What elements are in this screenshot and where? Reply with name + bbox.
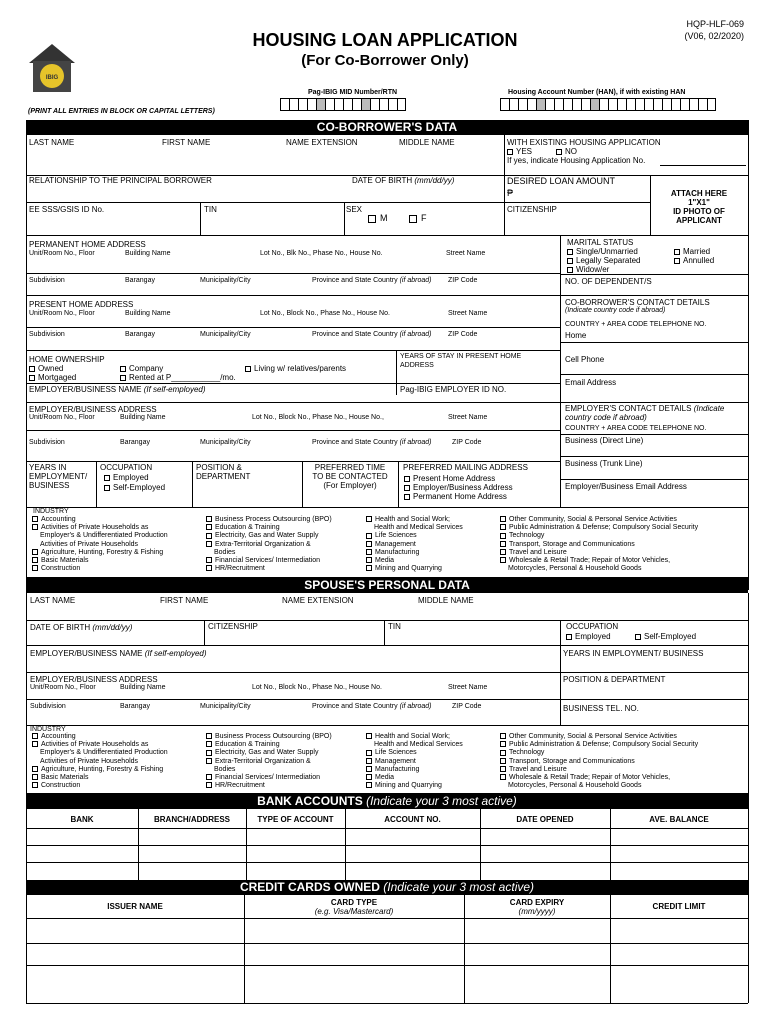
- cb-industry-item[interactable]: Basic Materials: [32, 557, 88, 565]
- relationship-label: RELATIONSHIP TO THE PRINCIPAL BORROWER: [29, 176, 212, 185]
- sp-industry-item[interactable]: Financial Services/ Intermediation: [206, 774, 320, 782]
- perm-province-label: Province and State Country (if abroad): [312, 277, 432, 284]
- checkbox-icon: [206, 782, 212, 788]
- sp-province-label: Province and State Country (if abroad): [312, 703, 432, 710]
- cb-industry-item: Health and Medical Services: [374, 524, 463, 532]
- co-borrower-section-header: CO-BORROWER'S DATA: [26, 120, 748, 135]
- perm-unit-label: Unit/Room No., Floor: [29, 250, 95, 257]
- sp-industry-item[interactable]: Basic Materials: [32, 774, 88, 782]
- checkbox-icon: [206, 533, 212, 539]
- pres-street-label: Street Name: [448, 310, 488, 317]
- contact-details-label: CO-BORROWER'S CONTACT DETAILS: [565, 298, 710, 307]
- mail-present-home-checkbox[interactable]: Present Home Address: [404, 474, 495, 483]
- emp-lot-label: Lot No., Block No., Phase No., House No.,: [252, 414, 384, 421]
- no-label: NO: [565, 147, 577, 156]
- position-label-2: DEPARTMENT: [196, 472, 251, 481]
- owned-checkbox[interactable]: Owned: [29, 364, 63, 373]
- dependents-label: NO. OF DEPENDENT/S: [565, 277, 652, 286]
- first-name-label: FIRST NAME: [162, 138, 211, 147]
- emp-building-label: Building Name: [120, 414, 166, 421]
- peso-sign: ₱: [507, 188, 514, 198]
- sp-industry-item[interactable]: Life Sciences: [366, 749, 417, 757]
- checkbox-icon: [500, 533, 506, 539]
- single-checkbox[interactable]: Single/Unmarried: [567, 247, 638, 256]
- pres-province-label: Province and State Country (if abroad): [312, 331, 432, 338]
- perm-lot-label: Lot No., Blk No., Phase No., House No.: [260, 250, 383, 257]
- checkbox-icon: [366, 565, 372, 571]
- checkbox-icon: [500, 758, 506, 764]
- checkbox-icon: [206, 750, 212, 756]
- credit-section-header: CREDIT CARDS OWNED (Indicate your 3 most active): [26, 880, 748, 895]
- mail-employer-checkbox[interactable]: Employer/Business Address: [404, 483, 513, 492]
- business-direct-label: Business (Direct Line): [565, 436, 644, 445]
- svg-text:IBIG: IBIG: [45, 75, 59, 81]
- perm-building-label: Building Name: [125, 250, 171, 257]
- sp-first-name-label: FIRST NAME: [160, 596, 209, 605]
- perm-municipality-label: Municipality/City: [200, 277, 251, 284]
- pres-building-label: Building Name: [125, 310, 171, 317]
- cb-industry-item[interactable]: HR/Recruitment: [206, 565, 265, 573]
- checkbox-icon: [32, 766, 38, 772]
- checkbox-icon: [32, 741, 38, 747]
- credit-limit-header: CREDIT LIMIT: [652, 902, 706, 911]
- cb-industry-item[interactable]: Business Process Outsourcing (BPO): [206, 516, 332, 524]
- male-label: M: [380, 213, 388, 223]
- form-title: HOUSING LOAN APPLICATION: [252, 30, 518, 50]
- pref-time-label-1: PREFERRED TIME: [314, 463, 386, 472]
- form-code: HQP-HLF-069: [686, 19, 744, 29]
- sp-subdivision-label: Subdivision: [30, 703, 66, 710]
- cb-industry-item[interactable]: Education & Training: [206, 524, 280, 532]
- checkbox-icon: [206, 524, 212, 530]
- bank-header-3: ACCOUNT NO.: [384, 815, 441, 824]
- cb-industry-item[interactable]: Accounting: [32, 516, 76, 524]
- sp-industry-item[interactable]: Accounting: [32, 733, 76, 741]
- mail-permanent-checkbox[interactable]: Permanent Home Address: [404, 492, 507, 501]
- pref-mailing-label: PREFERRED MAILING ADDRESS: [403, 463, 528, 472]
- sp-municipality-label: Municipality/City: [200, 703, 251, 710]
- occupation-label: OCCUPATION: [100, 463, 153, 472]
- checkbox-icon: [206, 541, 212, 547]
- emp-province-label: Province and State Country (if abroad): [312, 439, 432, 446]
- checkbox-icon: [32, 733, 38, 739]
- cb-industry-item[interactable]: Management: [366, 541, 416, 549]
- checkbox-icon: [366, 549, 372, 555]
- pres-subdivision-label: Subdivision: [29, 331, 65, 338]
- attach-photo-4: APPLICANT: [676, 216, 722, 225]
- emp-street-label: Street Name: [448, 414, 488, 421]
- if-yes-label: If yes, indicate Housing Application No.: [507, 156, 646, 165]
- contact-note: (Indicate country code if abroad): [565, 307, 666, 314]
- bank-section-header: BANK ACCOUNTS (Indicate your 3 most active): [26, 793, 748, 809]
- checkbox-icon: [32, 549, 38, 555]
- sp-industry-item[interactable]: Media: [366, 774, 394, 782]
- employer-name-label: EMPLOYER/BUSINESS NAME (If self-employed): [29, 385, 206, 394]
- sp-citizenship-label: CITIZENSHIP: [208, 622, 258, 631]
- sex-female-checkbox[interactable]: [409, 213, 427, 223]
- sp-last-name-label: LAST NAME: [30, 596, 76, 605]
- checkbox-icon: [32, 516, 38, 522]
- sp-industry-item[interactable]: Business Process Outsourcing (BPO): [206, 733, 332, 741]
- sp-industry-item[interactable]: Manufacturing: [366, 766, 419, 774]
- cb-industry-label: INDUSTRY: [33, 508, 69, 515]
- checkbox-icon: [366, 733, 372, 739]
- last-name-label: LAST NAME: [29, 138, 75, 147]
- sp-industry-item: Motorcycles, Personal & Household Goods: [508, 782, 642, 790]
- card-expiry-header: CARD EXPIRY: [509, 898, 565, 907]
- home-phone-label: Home: [565, 331, 587, 340]
- female-label: F: [421, 213, 427, 223]
- widow-checkbox[interactable]: Widow/er: [567, 265, 609, 274]
- middle-name-label: MIDDLE NAME: [399, 138, 455, 147]
- bank-header-0: BANK: [70, 815, 94, 824]
- sp-industry-item[interactable]: Transport, Storage and Communications: [500, 758, 635, 766]
- attach-photo-1: ATTACH HERE: [670, 189, 728, 198]
- sp-industry-item[interactable]: Management: [366, 758, 416, 766]
- checkbox-icon: [366, 750, 372, 756]
- checkbox-icon: [366, 782, 372, 788]
- sp-zip-label: ZIP Code: [452, 703, 482, 710]
- perm-zip-label: ZIP Code: [448, 277, 478, 284]
- married-checkbox[interactable]: Married: [674, 247, 710, 256]
- name-ext-label: NAME EXTENSION: [286, 138, 358, 147]
- card-expiry-format: (mm/yyyy): [518, 907, 556, 916]
- card-type-header: CARD TYPE: [330, 898, 378, 907]
- checkbox-icon: [32, 557, 38, 563]
- checkbox-icon: [206, 741, 212, 747]
- sp-employer-name-label: EMPLOYER/BUSINESS NAME (If self-employed): [30, 649, 207, 658]
- checkbox-icon: [500, 557, 506, 563]
- checkbox-icon: [206, 565, 212, 571]
- sp-industry-item: Health and Medical Services: [374, 741, 463, 749]
- pref-time-label-3: (For Employer): [323, 481, 377, 490]
- checkbox-icon: [500, 524, 506, 530]
- emp-barangay-label: Barangay: [120, 439, 150, 446]
- bank-header-5: AVE. BALANCE: [649, 815, 709, 824]
- mid-label: Pag-IBIG MID Number/RTN: [308, 89, 398, 96]
- rented-checkbox[interactable]: Rented at P___________/mo.: [120, 373, 236, 382]
- annulled-checkbox[interactable]: Annulled: [674, 256, 714, 265]
- cb-employed-checkbox[interactable]: Employed: [104, 473, 149, 482]
- cb-industry-item[interactable]: Mining and Quarrying: [366, 565, 442, 573]
- sp-business-tel-label: BUSINESS TEL. NO.: [563, 704, 639, 713]
- sp-name-ext-label: NAME EXTENSION: [282, 596, 354, 605]
- checkbox-icon: [32, 565, 38, 571]
- sp-industry-label: INDUSTRY: [30, 726, 66, 733]
- perm-barangay-label: Barangay: [125, 277, 155, 284]
- han-number-boxes[interactable]: [500, 98, 716, 111]
- cb-self-employed-checkbox[interactable]: Self-Employed: [104, 483, 165, 492]
- employer-contact-note: country code if abroad): [565, 413, 647, 422]
- dob-label: DATE OF BIRTH (mm/dd/yy): [352, 176, 455, 185]
- checkbox-icon: [32, 774, 38, 780]
- cb-industry-item[interactable]: Media: [366, 557, 394, 565]
- emp-municipality-label: Municipality/City: [200, 439, 251, 446]
- checkbox-icon: [206, 516, 212, 522]
- emp-zip-label: ZIP Code: [452, 439, 482, 446]
- existing-yes-checkbox[interactable]: [507, 147, 532, 156]
- cb-industry-item[interactable]: Transport, Storage and Communications: [500, 541, 635, 549]
- home-ownership-label: HOME OWNERSHIP: [29, 355, 105, 364]
- sp-barangay-label: Barangay: [120, 703, 150, 710]
- position-label-1: POSITION &: [196, 463, 242, 472]
- checkbox-icon: [206, 758, 212, 764]
- cb-industry-item[interactable]: Construction: [32, 565, 80, 573]
- checkbox-icon: [500, 549, 506, 555]
- pres-municipality-label: Municipality/City: [200, 331, 251, 338]
- checkbox-icon: [500, 741, 506, 747]
- sp-employer-address-label: EMPLOYER/BUSINESS ADDRESS: [30, 675, 158, 684]
- perm-address-label: PERMANENT HOME ADDRESS: [29, 240, 146, 249]
- han-label: Housing Account Number (HAN), if with existing HAN: [508, 89, 686, 96]
- cb-industry-item[interactable]: Activities of Private Households as: [32, 524, 148, 532]
- checkbox-icon: [366, 774, 372, 780]
- form-subtitle: (For Co-Borrower Only): [301, 52, 469, 69]
- print-instruction: (PRINT ALL ENTRIES IN BLOCK OR CAPITAL LETTERS): [28, 108, 215, 115]
- sp-industry-item[interactable]: HR/Recruitment: [206, 782, 265, 790]
- checkbox-icon: [500, 750, 506, 756]
- sp-industry-item[interactable]: Electricity, Gas and Water Supply: [206, 749, 318, 757]
- tin-label: TIN: [204, 205, 217, 214]
- sp-industry-item[interactable]: Construction: [32, 782, 80, 790]
- cb-industry-item[interactable]: Financial Services/ Intermediation: [206, 557, 320, 565]
- emp-subdivision-label: Subdivision: [29, 439, 65, 446]
- bank-header-4: DATE OPENED: [516, 815, 574, 824]
- checkbox-icon: [366, 516, 372, 522]
- sp-lot-label: Lot No., Block No., Phase No., House No.: [252, 684, 382, 691]
- sp-industry-item: Activities of Private Households: [40, 757, 139, 765]
- cb-industry-item: Motorcycles, Personal & Household Goods: [508, 565, 642, 573]
- desired-loan-label: DESIRED LOAN AMOUNT: [507, 176, 616, 186]
- ee-sss-label: EE SSS/GSIS ID No.: [29, 205, 105, 214]
- sp-industry-item[interactable]: Technology: [500, 749, 544, 757]
- form-version: (V06, 02/2020): [684, 31, 744, 41]
- checkbox-icon: [366, 766, 372, 772]
- sp-industry-item[interactable]: Agriculture, Hunting, Forestry & Fishing: [32, 766, 163, 774]
- sp-industry-item[interactable]: Mining and Quarrying: [366, 782, 442, 790]
- pres-zip-label: ZIP Code: [448, 331, 478, 338]
- cb-industry-item[interactable]: Agriculture, Hunting, Forestry & Fishing: [32, 549, 163, 557]
- living-relatives-checkbox[interactable]: Living w/ relatives/parents: [245, 364, 346, 373]
- bank-header-2: TYPE OF ACCOUNT: [257, 815, 334, 824]
- years-stay-label-2: ADDRESS: [400, 362, 434, 369]
- perm-street-label: Street Name: [446, 250, 486, 257]
- pres-barangay-label: Barangay: [125, 331, 155, 338]
- cb-industry-item: Bodies: [214, 548, 236, 556]
- sp-building-label: Building Name: [120, 684, 166, 691]
- bank-header-1: BRANCH/ADDRESS: [153, 815, 230, 824]
- checkbox-icon: [366, 533, 372, 539]
- sp-position-label: POSITION & DEPARTMENT: [563, 675, 666, 684]
- sp-industry-item[interactable]: Other Community, Social & Personal Service Activities: [500, 733, 677, 741]
- sp-industry-item: Employer's & Undifferentiated Production: [40, 749, 168, 757]
- years-employment-label-2: EMPLOYMENT/: [29, 472, 88, 481]
- cb-industry-item[interactable]: Health and Social Work;: [366, 516, 450, 524]
- sp-industry-item[interactable]: Education & Training: [206, 741, 280, 749]
- cb-industry-item[interactable]: Public Administration & Defense; Compulsory Social Security: [500, 524, 698, 532]
- perm-subdivision-label: Subdivision: [29, 277, 65, 284]
- sp-industry-item: Bodies: [214, 765, 236, 773]
- sex-label: SEX: [346, 205, 363, 214]
- cb-industry-item[interactable]: Travel and Leisure: [500, 549, 567, 557]
- spouse-section-header: SPOUSE'S PERSONAL DATA: [26, 578, 748, 593]
- cb-industry-item[interactable]: Extra-Territorial Organization &: [206, 541, 311, 549]
- emp-country-code-label: COUNTRY + AREA CODE TELEPHONE NO.: [565, 425, 707, 432]
- citizenship-label: CITIZENSHIP: [507, 205, 557, 214]
- checkbox-icon: [366, 541, 372, 547]
- business-email-label: Employer/Business Email Address: [565, 482, 687, 491]
- sp-middle-name-label: MIDDLE NAME: [418, 596, 474, 605]
- cb-industry-item[interactable]: Life Sciences: [366, 532, 417, 540]
- checkbox-icon: [500, 733, 506, 739]
- checkbox-icon: [366, 758, 372, 764]
- sex-male-checkbox[interactable]: [368, 213, 388, 223]
- cb-industry-item: Activities of Private Households: [40, 540, 139, 548]
- checkbox-icon: [500, 541, 506, 547]
- sp-employed-checkbox[interactable]: Employed: [566, 632, 611, 641]
- sp-industry-item[interactable]: Public Administration & Defense; Compulsory Social Security: [500, 741, 698, 749]
- sp-unit-label: Unit/Room No., Floor: [30, 684, 96, 691]
- sp-tin-label: TIN: [388, 622, 401, 631]
- checkbox-icon: [32, 782, 38, 788]
- years-employment-label-3: BUSINESS: [29, 481, 70, 490]
- checkbox-icon: [500, 766, 506, 772]
- sp-industry-item[interactable]: Wholesale & Retail Trade; Repair of Motor Vehicles,: [500, 774, 670, 782]
- checkbox-icon: [500, 774, 506, 780]
- employer-contact-label: EMPLOYER'S CONTACT DETAILS (Indicate: [565, 404, 725, 413]
- checkbox-icon: [206, 557, 212, 563]
- sp-industry-item[interactable]: Extra-Territorial Organization &: [206, 758, 311, 766]
- cb-industry-item[interactable]: Electricity, Gas and Water Supply: [206, 532, 318, 540]
- sp-industry-item[interactable]: Health and Social Work;: [366, 733, 450, 741]
- years-stay-label-1: YEARS OF STAY IN PRESENT HOME: [400, 353, 522, 360]
- sp-occupation-label: OCCUPATION: [566, 622, 619, 631]
- pres-lot-label: Lot No., Block No., Phase No., House No.: [260, 310, 390, 317]
- existing-app-label: WITH EXISTING HOUSING APPLICATION: [507, 138, 661, 147]
- cb-industry-item: Employer's & Undifferentiated Production: [40, 532, 168, 540]
- mortgaged-checkbox[interactable]: Mortgaged: [29, 373, 76, 382]
- pref-time-label-2: TO BE CONTACTED: [312, 472, 388, 481]
- yes-label: YES: [516, 147, 533, 156]
- checkbox-icon: [206, 733, 212, 739]
- present-address-label: PRESENT HOME ADDRESS: [29, 300, 134, 309]
- card-type-example: (e.g. Visa/Mastercard): [314, 907, 394, 916]
- cb-industry-item[interactable]: Other Community, Social & Personal Service Activities: [500, 516, 677, 524]
- sp-years-employment-label: YEARS IN EMPLOYMENT/ BUSINESS: [563, 649, 704, 658]
- country-code-label: COUNTRY + AREA CODE TELEPHONE NO.: [565, 321, 707, 328]
- sp-self-employed-checkbox[interactable]: Self-Employed: [635, 632, 696, 641]
- pres-unit-label: Unit/Room No., Floor: [29, 310, 95, 317]
- marital-status-label: MARITAL STATUS: [567, 238, 634, 247]
- years-employment-label-1: YEARS IN: [29, 463, 67, 472]
- checkbox-icon: [500, 516, 506, 522]
- checkbox-icon: [206, 774, 212, 780]
- separated-checkbox[interactable]: Legally Separated: [567, 256, 641, 265]
- sp-street-label: Street Name: [448, 684, 488, 691]
- attach-photo-2: 1"X1": [688, 198, 710, 207]
- cb-industry-item[interactable]: Technology: [500, 532, 544, 540]
- employer-address-label: EMPLOYER/BUSINESS ADDRESS: [29, 405, 157, 414]
- cb-industry-item[interactable]: Wholesale & Retail Trade; Repair of Motor Vehicles,: [500, 557, 670, 565]
- mid-number-boxes[interactable]: [280, 98, 406, 111]
- checkbox-icon: [32, 524, 38, 530]
- emp-unit-label: Unit/Room No., Floor: [29, 414, 95, 421]
- email-label: Email Address: [565, 378, 617, 387]
- employer-id-label: Pag-IBIG EMPLOYER ID NO.: [400, 385, 507, 394]
- issuer-name-header: ISSUER NAME: [107, 902, 163, 911]
- sp-industry-item[interactable]: Travel and Leisure: [500, 766, 567, 774]
- cb-industry-item[interactable]: Manufacturing: [366, 549, 419, 557]
- checkbox-icon: [366, 557, 372, 563]
- cell-phone-label: Cell Phone: [565, 355, 605, 364]
- existing-no-checkbox[interactable]: [556, 147, 577, 156]
- company-checkbox[interactable]: Company: [120, 364, 163, 373]
- attach-photo-3: ID PHOTO OF: [673, 207, 725, 216]
- business-trunk-label: Business (Trunk Line): [565, 459, 643, 468]
- sp-dob-label: DATE OF BIRTH (mm/dd/yy): [30, 623, 133, 632]
- sp-industry-item[interactable]: Activities of Private Households as: [32, 741, 148, 749]
